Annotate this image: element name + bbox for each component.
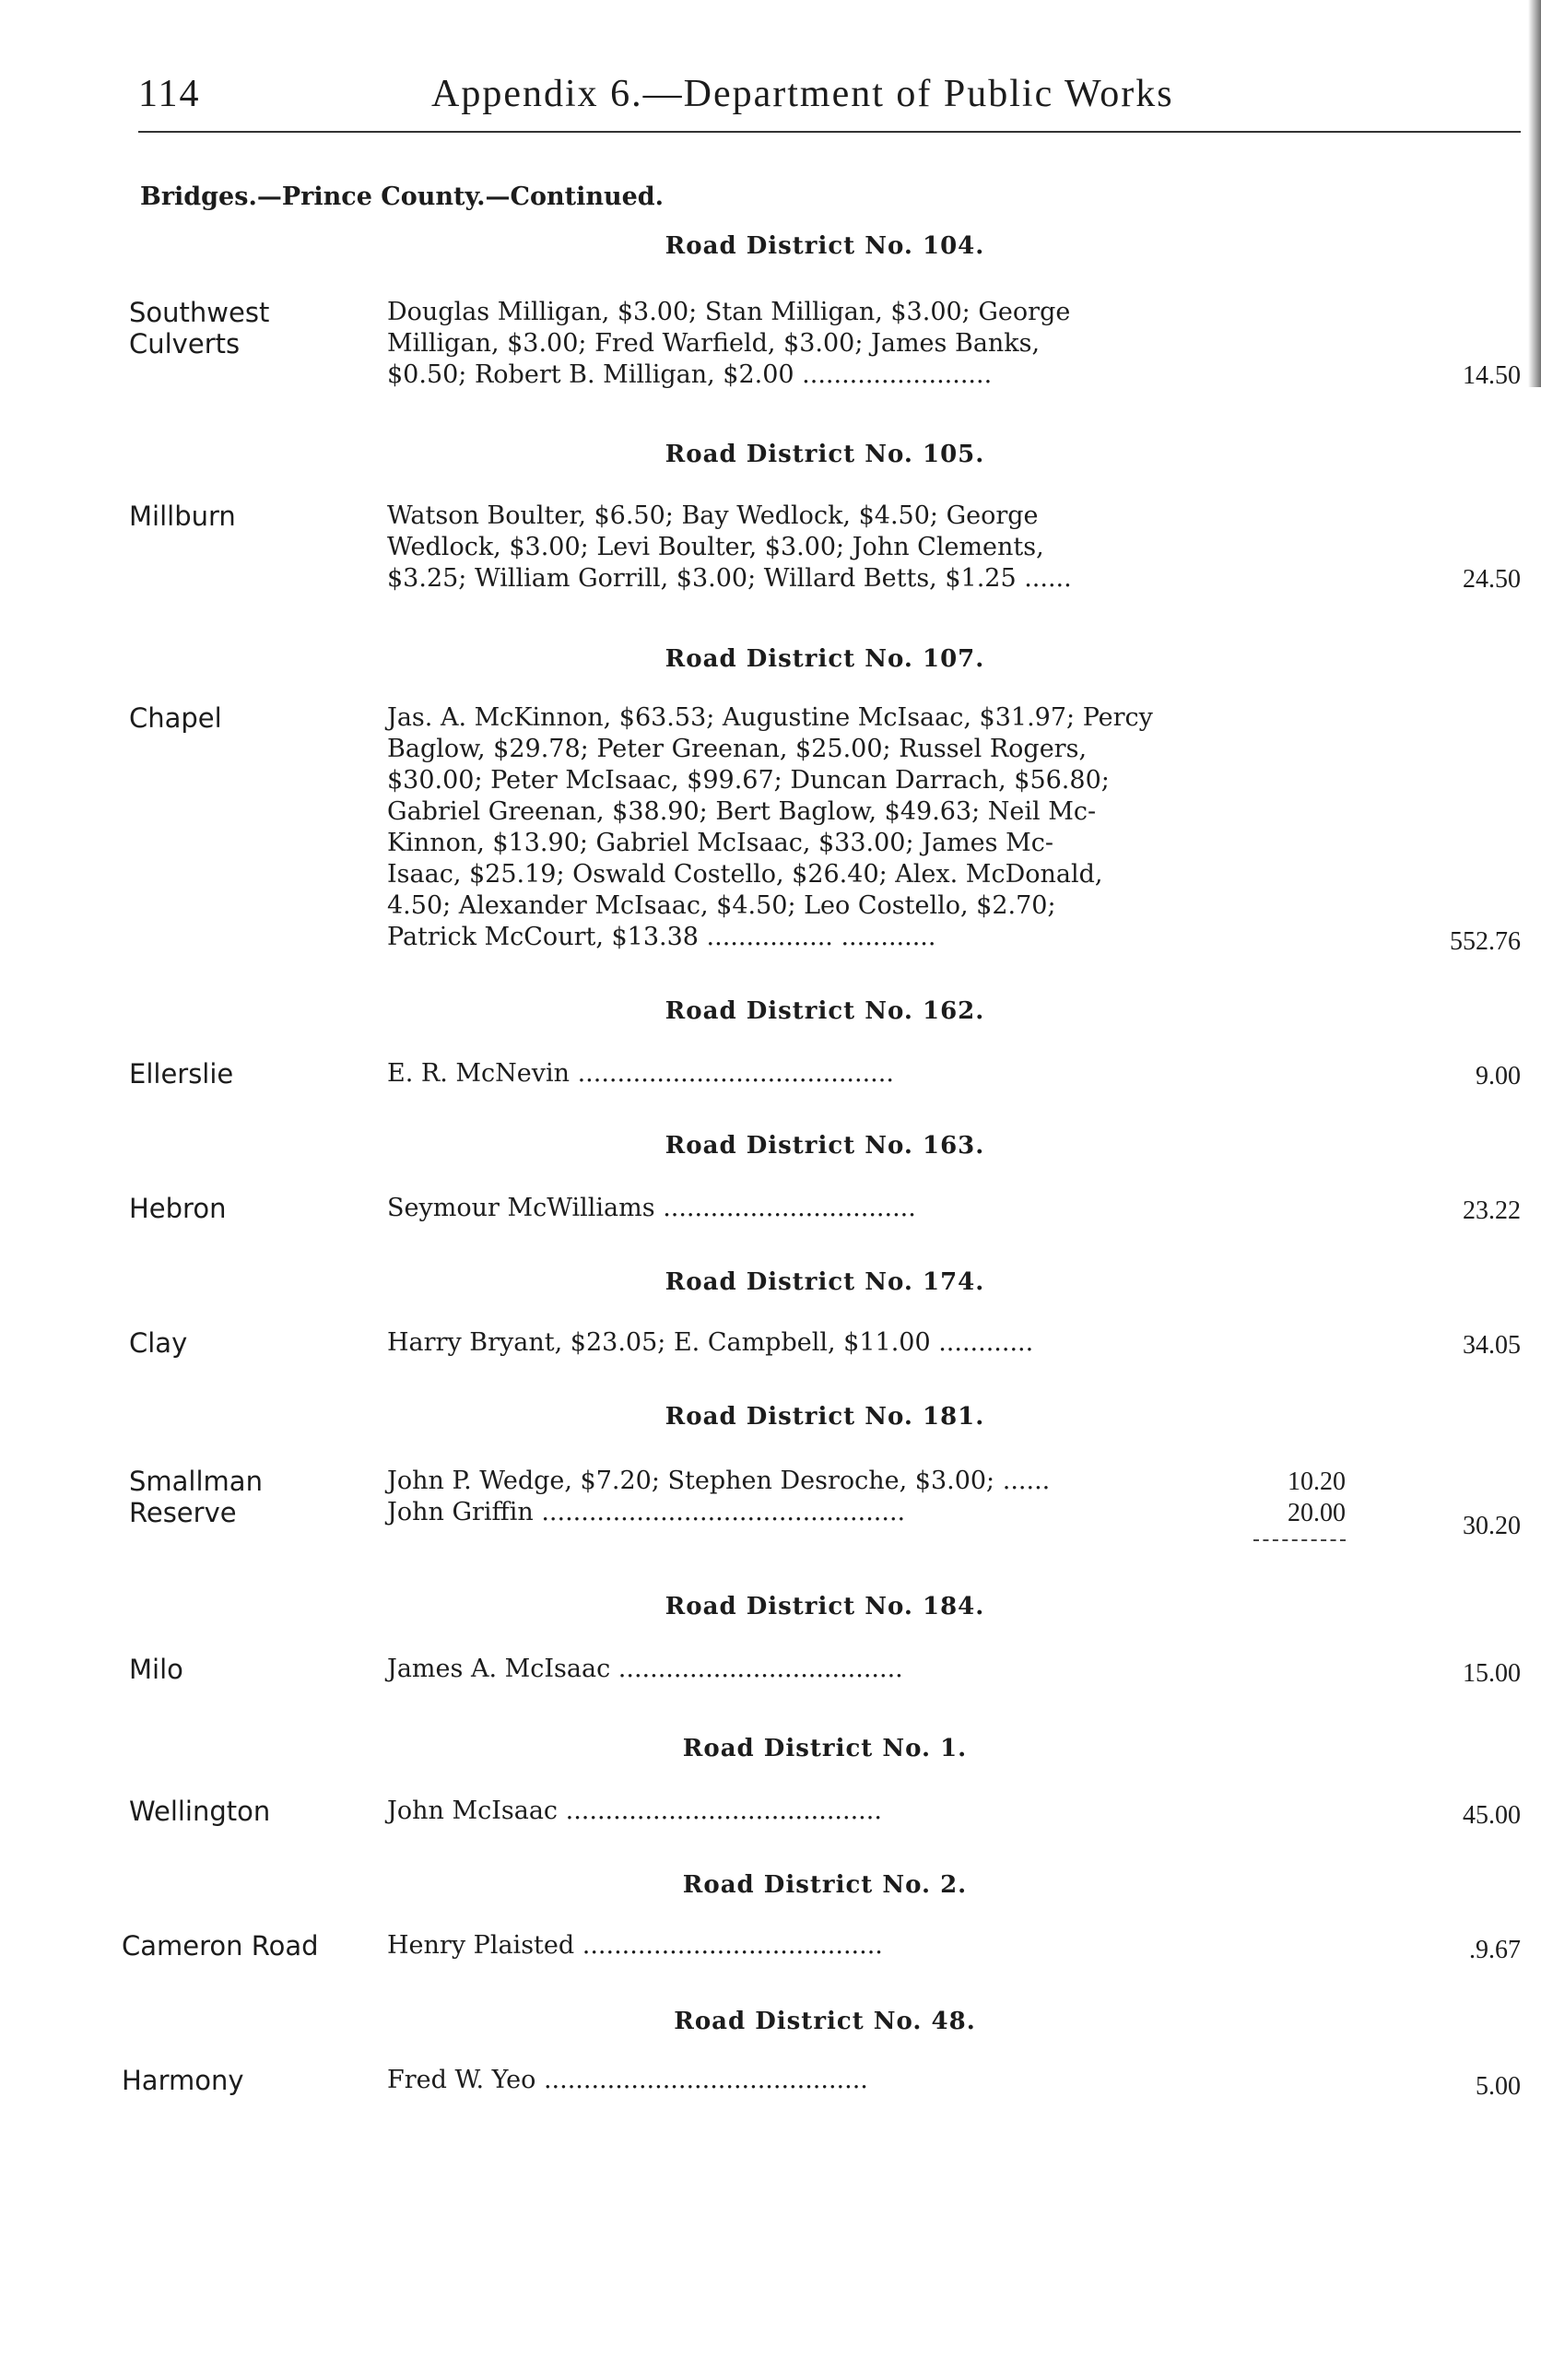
entry-description xyxy=(387,1930,1253,1962)
district-heading: Road District No. 2. xyxy=(682,1871,968,1899)
place-name: Milo xyxy=(129,1654,183,1685)
entry-amount: 15.00 xyxy=(1463,1659,1521,1688)
description-line: Gabriel Greenan, $38.90; Bert Baglow, $49.63; Neil Mc- xyxy=(387,797,1097,826)
place-name: Chapel xyxy=(129,702,222,734)
description-line: John Griffin .............................................. xyxy=(387,1498,906,1526)
entry-amount: 24.50 xyxy=(1463,565,1521,594)
description-line: Harry Bryant, $23.05; E. Campbell, $11.00 ............ xyxy=(387,1328,1034,1357)
place-name: Smallman Reserve xyxy=(129,1466,263,1528)
description-line: Seymour McWilliams ................................ xyxy=(387,1194,916,1222)
description-line: Henry Plaisted ...................................... xyxy=(387,1931,883,1960)
entry-description xyxy=(387,501,1253,595)
entry-amount: 9.00 xyxy=(1476,1062,1521,1090)
page-edge-shadow xyxy=(1528,0,1541,387)
entry-amount: 14.50 xyxy=(1463,361,1521,390)
description-line: $3.25; William Gorrill, $3.00; Willard Betts, $1.25 ...... xyxy=(387,564,1072,593)
entry-description xyxy=(387,1796,1253,1827)
section-heading: Bridges.—Prince County.—Continued. xyxy=(140,183,665,211)
entry-description xyxy=(387,1193,1253,1224)
place-name: Clay xyxy=(129,1327,188,1359)
description-line: Fred W. Yeo ......................................... xyxy=(387,2066,868,2094)
district-heading: Road District No. 174. xyxy=(665,1268,985,1296)
description-line: Watson Boulter, $6.50; Bay Wedlock, $4.50; George xyxy=(387,501,1039,530)
running-title: Appendix 6.—Department of Public Works xyxy=(431,73,1174,115)
description-line: Patrick McCourt, $13.38 ................ ............ xyxy=(387,923,936,951)
description-line: Douglas Milligan, $3.00; Stan Milligan, $3.00; George xyxy=(387,298,1071,326)
place-name: Harmony xyxy=(122,2065,244,2096)
district-heading: Road District No. 181. xyxy=(665,1403,985,1431)
description-line: Wedlock, $3.00; Levi Boulter, $3.00; John Clements, xyxy=(387,533,1044,561)
district-heading: Road District No. 104. xyxy=(665,232,985,260)
description-line: James A. McIsaac .................................... xyxy=(387,1655,903,1683)
district-heading: Road District No. 48. xyxy=(674,2008,976,2035)
description-line: Kinnon, $13.90; Gabriel McIsaac, $33.00; James Mc- xyxy=(387,829,1053,857)
place-name: Cameron Road xyxy=(122,1930,319,1962)
district-heading: Road District No. 107. xyxy=(665,645,985,673)
entry-amount: 34.05 xyxy=(1463,1331,1521,1360)
subtotal-rule xyxy=(1253,1539,1346,1541)
description-line: Jas. A. McKinnon, $63.53; Augustine McIsaac, $31.97; Percy xyxy=(387,703,1153,732)
district-heading: Road District No. 162. xyxy=(665,997,985,1025)
description-line: $0.50; Robert B. Milligan, $2.00 ........................ xyxy=(387,360,993,389)
description-line: Milligan, $3.00; Fred Warfield, $3.00; James Banks, xyxy=(387,329,1041,358)
place-name: Ellerslie xyxy=(129,1058,234,1090)
district-heading: Road District No. 184. xyxy=(665,1593,985,1620)
district-heading: Road District No. 1. xyxy=(682,1735,968,1762)
description-line: John McIsaac ........................................ xyxy=(387,1797,882,1825)
entry-amount: .9.67 xyxy=(1469,1936,1521,1964)
description-line: John P. Wedge, $7.20; Stephen Desroche, $3.00; ...... xyxy=(387,1467,1051,1495)
page-number: 114 xyxy=(138,73,201,115)
entry-amount: 23.22 xyxy=(1463,1196,1521,1225)
entry-description xyxy=(387,1058,1253,1090)
district-heading: Road District No. 105. xyxy=(665,441,985,468)
place-name: Southwest Culverts xyxy=(129,297,270,359)
entry-description xyxy=(387,297,1253,391)
sub-amount: 10.20 xyxy=(1288,1467,1346,1496)
sub-amount: 20.00 xyxy=(1288,1499,1346,1527)
description-line: 4.50; Alexander McIsaac, $4.50; Leo Costello, $2.70; xyxy=(387,891,1056,920)
entry-description xyxy=(387,1654,1253,1685)
header-rule xyxy=(138,131,1521,133)
description-line: Baglow, $29.78; Peter Greenan, $25.00; Russel Rogers, xyxy=(387,735,1088,763)
entry-amount: 5.00 xyxy=(1476,2072,1521,2101)
entry-amount: 45.00 xyxy=(1463,1801,1521,1830)
entry-description xyxy=(387,1466,1217,1528)
place-name: Hebron xyxy=(129,1193,227,1224)
entry-description xyxy=(387,1327,1253,1359)
place-name: Millburn xyxy=(129,501,236,532)
district-heading: Road District No. 163. xyxy=(665,1132,985,1160)
entry-amount: 30.20 xyxy=(1463,1512,1521,1540)
entry-description xyxy=(387,2065,1253,2096)
page-header xyxy=(138,72,1502,127)
description-line: E. R. McNevin ........................................ xyxy=(387,1059,894,1088)
entry-description xyxy=(387,702,1253,953)
entry-amount: 552.76 xyxy=(1450,927,1521,956)
description-line: $30.00; Peter McIsaac, $99.67; Duncan Darrach, $56.80; xyxy=(387,766,1110,795)
description-line: Isaac, $25.19; Oswald Costello, $26.40; Alex. McDonald, xyxy=(387,860,1103,889)
place-name: Wellington xyxy=(129,1796,271,1827)
